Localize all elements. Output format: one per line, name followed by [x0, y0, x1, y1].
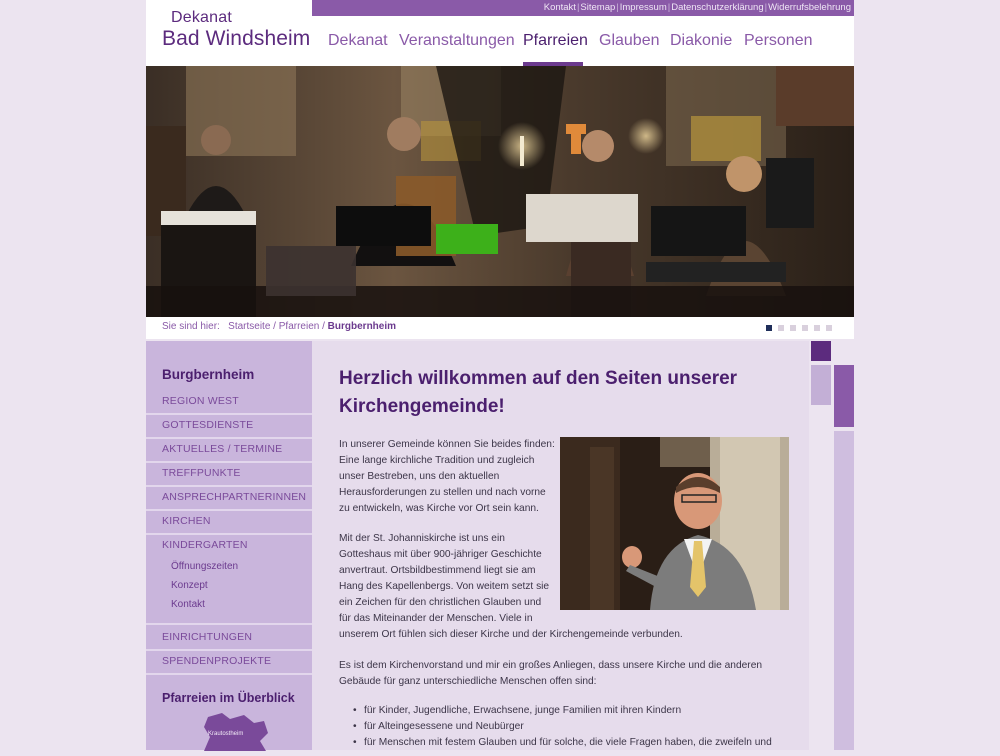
main-content	[312, 341, 809, 750]
site-logo[interactable]	[146, 0, 312, 66]
main-nav	[312, 16, 854, 66]
slider-dot-3[interactable]	[790, 325, 796, 331]
logo-line1: Dekanat	[171, 9, 232, 26]
parish-overview-map[interactable]	[202, 711, 272, 756]
audience-list	[339, 703, 772, 751]
intro-paragraph-1: In unserer Gemeinde können Sie beides finden: Eine lange kirchliche Tradition und zugleich unser Bestreben, uns den aktuellen Herausforderungen zu stellen und nach vorne zu entwickeln, was Kirche vor Ort sein kann.	[339, 439, 555, 514]
sidebar-item-aktuelles[interactable]: AKTUELLES / TERMINE	[146, 437, 312, 463]
breadcrumb-current: Burgbernheim	[327, 321, 397, 332]
breadcrumb-pfarreien[interactable]: Pfarreien	[278, 321, 320, 332]
decor-block-medium	[834, 365, 854, 427]
list-item: • für Kinder, Jugendliche, Erwachsene, junge Familien mit ihren Kindern	[339, 703, 772, 719]
top-links-bar	[312, 0, 854, 16]
slider-dot-1[interactable]	[766, 325, 772, 331]
slider-dot-6[interactable]	[826, 325, 832, 331]
sidebar-item-kindergarten[interactable]: KINDERGARTEN Öffnungszeiten Konzept Kontakt	[146, 533, 312, 625]
nav-pfarreien[interactable]: Pfarreien	[523, 32, 588, 49]
sidebar-subitem-oeffnungszeiten[interactable]: Öffnungszeiten	[171, 561, 239, 572]
nav-dekanat[interactable]: Dekanat	[328, 32, 388, 49]
slider-dot-5[interactable]	[814, 325, 820, 331]
map-label: Krautostheim	[208, 731, 244, 737]
sidebar-title[interactable]: Burgbernheim	[162, 367, 255, 382]
sidebar-item-spendenprojekte[interactable]: SPENDENPROJEKTE	[146, 649, 312, 675]
sidebar-overview-title: Pfarreien im Überblick	[162, 691, 295, 705]
sidebar-item-treffpunkte[interactable]: TREFFPUNKTE	[146, 461, 312, 487]
list-item: • für Alteingesessene und Neubürger	[339, 719, 772, 735]
sidebar-subitem-kontakt[interactable]: Kontakt	[171, 599, 205, 610]
hero-photo-music-in-church	[146, 66, 854, 317]
breadcrumb: Sie sind hier: Startseite / Pfarreien / Burgbernheim	[162, 321, 397, 332]
nav-personen[interactable]: Personen	[744, 32, 813, 49]
sidebar-item-einrichtungen[interactable]: EINRICHTUNGEN	[146, 625, 312, 651]
toplink-impressum[interactable]: Impressum	[619, 2, 667, 13]
slider-dot-2[interactable]	[778, 325, 784, 331]
toplink-sitemap[interactable]: Sitemap	[580, 2, 616, 13]
breadcrumb-prefix: Sie sind hier:	[162, 321, 220, 332]
nav-veranstaltungen[interactable]: Veranstaltungen	[399, 32, 515, 49]
list-item: • für Menschen mit festem Glauben und für solche, die viele Fragen haben, die zweifeln und	[339, 735, 772, 751]
intro-paragraph-3: Es ist dem Kirchenvorstand und mir ein großes Anliegen, dass unsere Kirche und die anderen Gebäude für ganz unterschiedliche Menschen offen sind:	[339, 660, 763, 687]
sidebar-subitem-konzept[interactable]: Konzept	[171, 580, 208, 591]
sidebar	[146, 341, 312, 750]
breadcrumb-bar	[146, 317, 854, 339]
sidebar-item-kirchen[interactable]: KIRCHEN	[146, 509, 312, 535]
slider-dot-4[interactable]	[802, 325, 808, 331]
nav-glauben[interactable]: Glauben	[599, 32, 660, 49]
page-headline: Herzlich willkommen auf den Seiten unserer Kirchengemeinde!	[339, 368, 738, 417]
toplink-widerruf[interactable]: Widerrufsbelehrung	[768, 2, 851, 13]
slider-pagination	[766, 325, 832, 331]
hero-slideshow-image[interactable]	[146, 66, 854, 317]
toplink-kontakt[interactable]: Kontakt	[543, 2, 576, 13]
intro-paragraph-2: Mit der St. Johanniskirche ist uns ein Gotteshaus mit über 900-jähriger Geschichte anvertraut. Ortsbildbestimmend liegt sie am Hang des Kapellenbergs. Von weitem setzt sie ein Zeichen für den christlichen Glauben und für das Miteinander der Menschen. Viele in unserem Ort fühlen sich dieser Kirche und der Kirchengemeinde verbunden.	[339, 533, 683, 640]
decor-column	[834, 431, 854, 750]
nav-diakonie[interactable]: Diakonie	[670, 32, 733, 49]
top-links: Kontakt|Sitemap|Impressum|Datenschutzerklärung|Widerrufsbelehrung	[543, 2, 851, 13]
toplink-datenschutz[interactable]: Datenschutzerklärung	[671, 2, 764, 13]
decor-block-light	[811, 365, 831, 405]
page	[146, 0, 854, 750]
logo-line2: Bad Windsheim	[162, 27, 311, 50]
sidebar-item-ansprechpartner[interactable]: ANSPRECHPARTNERINNEN	[146, 485, 312, 511]
sidebar-item-gottesdienste[interactable]: GOTTESDIENSTE	[146, 413, 312, 439]
sidebar-item-region-west[interactable]: REGION WEST	[146, 389, 312, 415]
decor-square-dark	[811, 341, 831, 361]
breadcrumb-startseite[interactable]: Startseite	[228, 321, 271, 332]
